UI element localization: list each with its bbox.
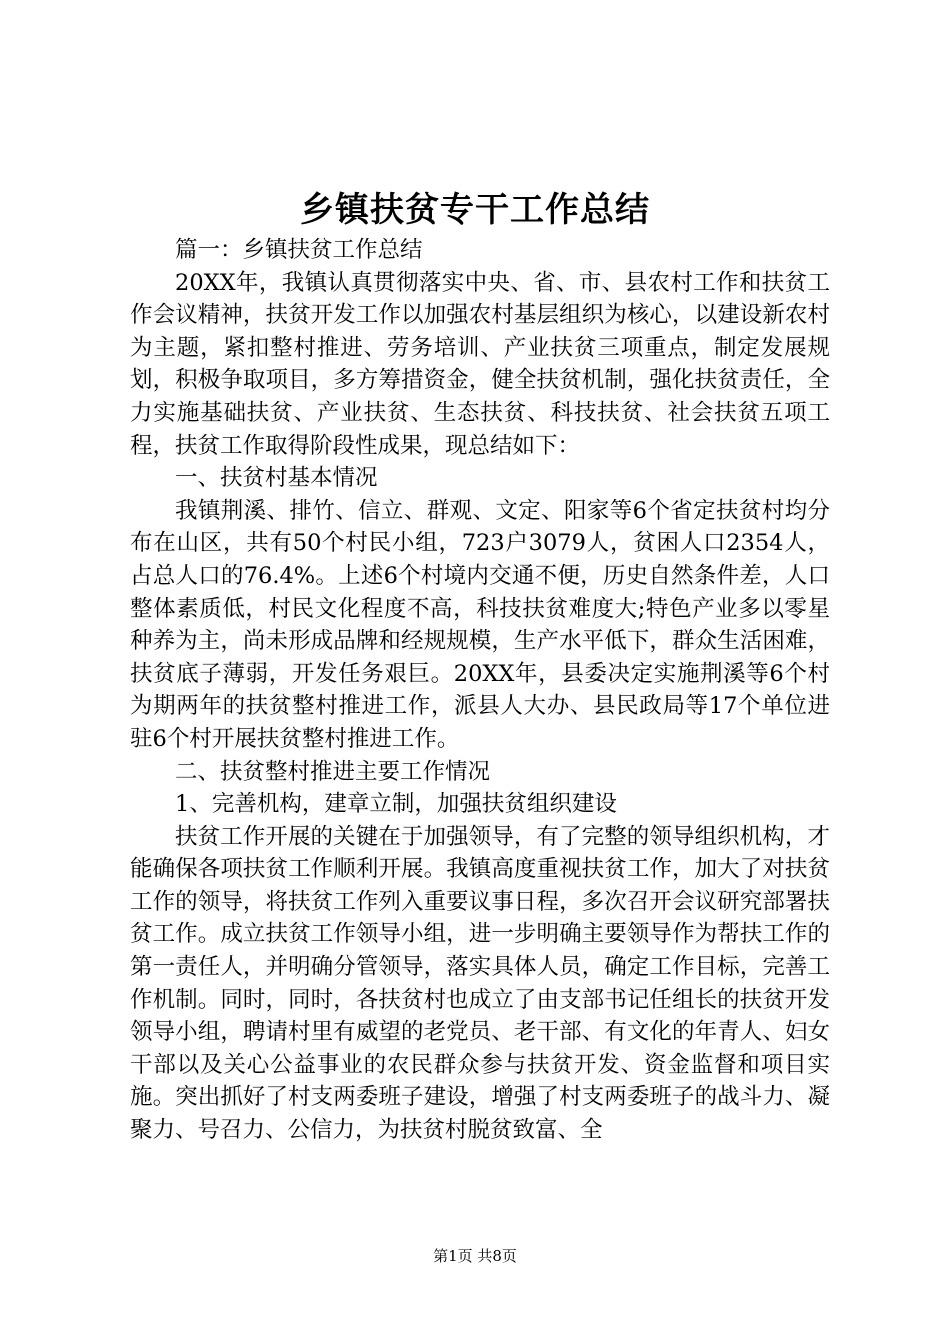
section-heading: 二、扶贫整村推进主要工作情况: [175, 758, 491, 785]
document-body: [130, 234, 830, 1147]
page-number-footer: 第1页 共8页: [433, 1247, 517, 1265]
subsection-heading: 1、完善机构，建章立制，加强扶贫组织建设: [175, 791, 617, 818]
section-heading: 一、扶贫村基本情况: [175, 465, 378, 492]
body-paragraph: 我镇荆溪、排竹、信立、群观、文定、阳家等6个省定扶贫村均分布在山区，共有50个村民小组，723户3079人，贫困人口2354人，占总人口的76.4%。上述6个村境内交通不便，历史自然条件差，人口整体素质低，村民文化程度不高，科技扶贫难度大;特色产业多以零星种养为主，尚未形成品牌和经规规模，生产水平低下，群众生活困难，扶贫底子薄弱，开发任务艰巨。20XX年，县委决定实施荆溪等6个村为期两年的扶贫整村推进工作，派县人大办、县民政局等17个单位进驻6个村开展扶贫整村推进工作。: [130, 497, 830, 752]
body-paragraph: 20XX年，我镇认真贯彻落实中央、省、市、县农村工作和扶贫工作会议精神，扶贫开发工作以加强农村基层组织为核心，以建设新农村为主题，紧扣整村推进、劳务培训、产业扶贫三项重点，制定发展规划，积极争取项目，多方筹措资金，健全扶贫机制，强化扶贫责任，全力实施基础扶贫、产业扶贫、生态扶贫、科技扶贫、社会扶贫五项工程，扶贫工作取得阶段性成果，现总结如下：: [130, 269, 830, 459]
document-title: 乡镇扶贫专干工作总结: [300, 190, 650, 230]
section-heading: 篇一：乡镇扶贫工作总结: [175, 237, 423, 263]
body-paragraph: 扶贫工作开展的关键在于加强领导，有了完整的领导组织机构，才能确保各项扶贫工作顺利开展。我镇高度重视扶贫工作，加大了对扶贫工作的领导，将扶贫工作列入重要议事日程，多次召开会议研究部署扶贫工作。成立扶贫工作领导小组，进一步明确主要领导作为帮扶工作的第一责任人，并明确分管领导，落实具体人员，确定工作目标，完善工作机制。同时，同时，各扶贫村也成立了由支部书记任组长的扶贫开发领导小组，聘请村里有威望的老党员、老干部、有文化的年青人、妇女干部以及关心公益事业的农民群众参与扶贫开发、资金监督和项目实施。突出抓好了村支两委班子建设，增强了村支两委班子的战斗力、凝聚力、号召力、公信力，为扶贫村脱贫致富、全: [130, 823, 830, 1144]
